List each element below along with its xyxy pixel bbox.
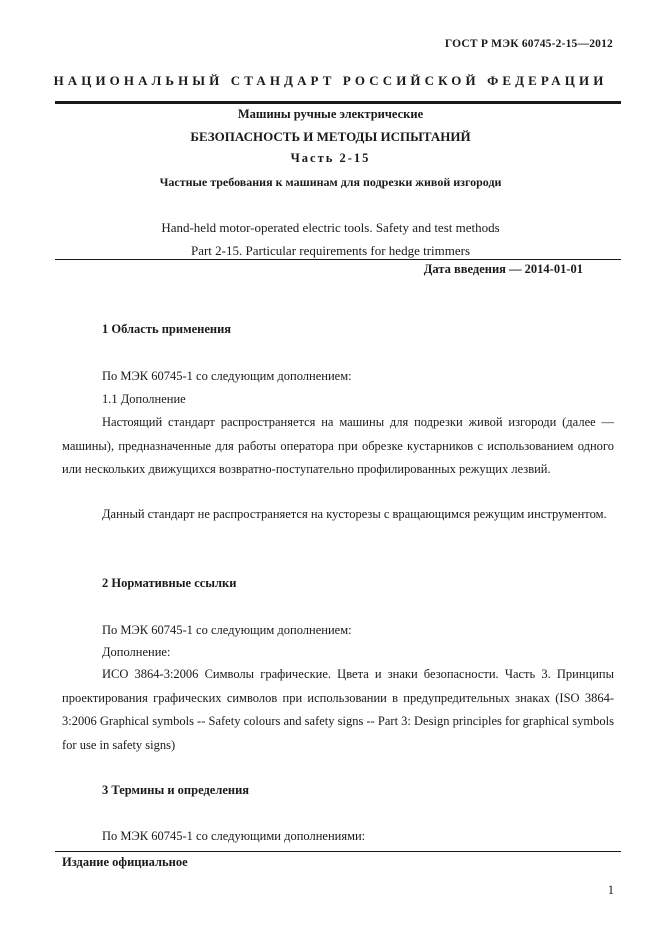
part-number: Часть 2-15 [290,151,371,165]
section-1-paragraph-2: Данный стандарт не распространяется на кусторезы с вращающимся режущим инструментом. [102,507,607,521]
official-edition-label: Издание официальное [62,855,188,869]
section-3-heading: 3 Термины и определения [102,783,250,797]
section-1-heading: 1 Область применения [102,322,232,336]
title-line-2: БЕЗОПАСНОСТЬ И МЕТОДЫ ИСПЫТАНИЙ [190,129,471,144]
english-title-1: Hand-held motor-operated electric tools. Safety and test methods [161,220,500,235]
section-2-heading: 2 Нормативные ссылки [102,576,237,590]
footer-divider [55,851,621,852]
title-line-1: Машины ручные электрические [237,107,424,121]
section-2-paragraph-1: ИСО 3864-3:2006 Символы графические. Цвета и знаки безопасности. Часть 3. Принципы проектирования графических символов при использовании в предупредительных знаках (ISO 3864-3:2006 Graphical symbols -- Safety colours and safety signs -- Part 3: Design principles for graphical symbols for use in safety signs) [62,667,614,752]
section-3-intro: По МЭК 60745-1 со следующими дополнениями: [102,829,366,843]
english-title-2: Part 2-15. Particular requirements for hedge trimmers [190,243,471,258]
page-number: 1 [607,883,614,897]
title-divider [55,259,621,260]
section-1-subheading: 1.1 Дополнение [102,392,186,406]
national-standard-heading: НАЦИОНАЛЬНЫЙ СТАНДАРТ РОССИЙСКОЙ ФЕДЕРАЦИИ [53,73,608,88]
section-2-subheading: Дополнение: [102,645,171,659]
section-2-intro: По МЭК 60745-1 со следующим дополнением: [102,623,352,637]
effective-date: Дата введения — 2014-01-01 [423,262,583,276]
header-divider [55,101,621,104]
section-1-paragraph-1: Настоящий стандарт распространяется на машины для подрезки живой изгороди (далее — машины), предназначенные для работы оператора при обрезке кустарников с использованием одного или нескольких движущихся возвратно-поступательно профилированных режущих лезвий. [62,415,614,476]
section-1-intro: По МЭК 60745-1 со следующим дополнением: [102,369,352,383]
document-code: ГОСТ Р МЭК 60745-2-15—2012 [444,38,613,50]
subtitle: Частные требования к машинам для подрезки живой изгороди [159,175,502,189]
